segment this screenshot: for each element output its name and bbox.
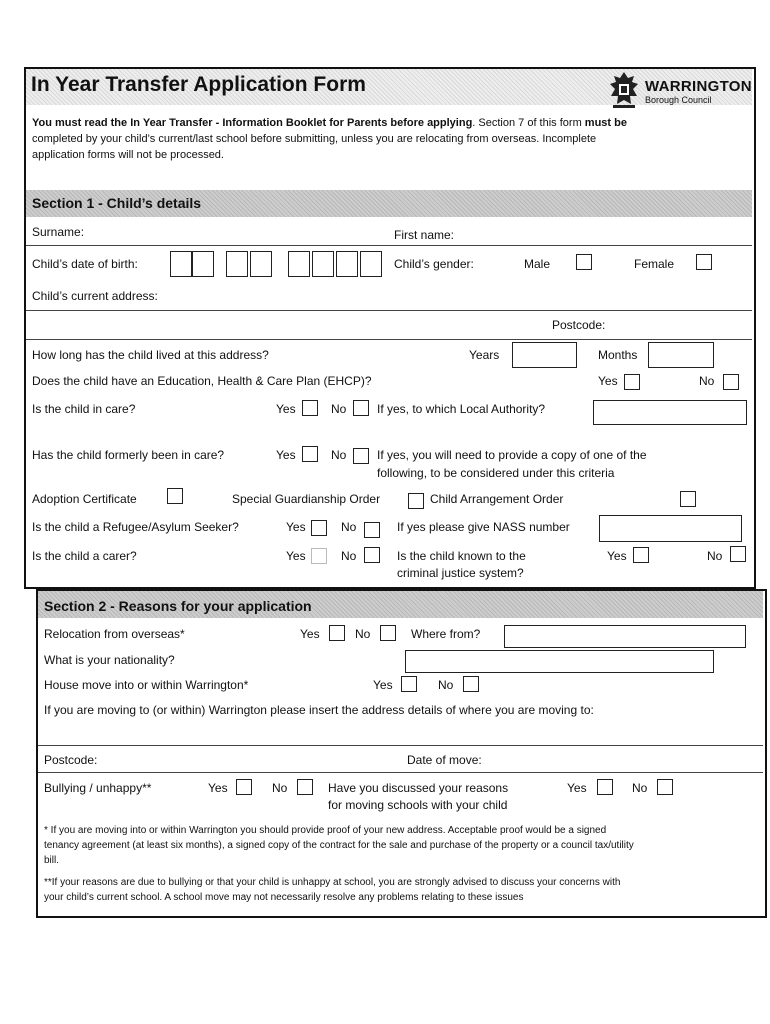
dob-label: Child’s date of birth:: [32, 257, 138, 271]
logo-name: WARRINGTON: [645, 78, 752, 95]
intro-text-1: . Section 7 of this form: [472, 117, 585, 129]
dob-day-1[interactable]: [170, 251, 192, 277]
relocation-yes-label: Yes: [300, 627, 320, 641]
dob-year-2[interactable]: [312, 251, 334, 277]
years-input[interactable]: [512, 342, 577, 368]
nass-label: If yes please give NASS number: [397, 520, 570, 534]
moving-address-note: If you are moving to (or within) Warrington please insert the address details of where you are moving to:: [44, 703, 594, 717]
carer-yes-checkbox[interactable]: [311, 548, 327, 564]
former-care-no-label: No: [331, 448, 347, 462]
divider: [26, 339, 752, 340]
carer-no-checkbox[interactable]: [364, 547, 380, 563]
house-move-no-label: No: [438, 678, 454, 692]
bullying-yes-label: Yes: [208, 781, 228, 795]
footnote-1-line-1: * If you are moving into or within Warrington you should provide proof of your new address. Acceptable proof would be a signed: [44, 825, 607, 836]
cjs-no-checkbox[interactable]: [730, 546, 746, 562]
form-section-1-frame: [24, 67, 756, 589]
former-care-yes-label: Yes: [276, 448, 296, 462]
dob-year-3[interactable]: [336, 251, 358, 277]
relocation-no-label: No: [355, 627, 371, 641]
house-move-yes-checkbox[interactable]: [401, 676, 417, 692]
dob-month-1[interactable]: [226, 251, 248, 277]
in-care-yes-label: Yes: [276, 402, 296, 416]
cjs-no-label: No: [707, 549, 723, 563]
refugee-yes-label: Yes: [286, 520, 306, 534]
divider: [38, 772, 763, 773]
arrangement-checkbox[interactable]: [680, 491, 696, 507]
logo-subtitle: Borough Council: [645, 95, 712, 105]
nationality-label: What is your nationality?: [44, 653, 175, 667]
section-1-title: Section 1 - Child’s details: [32, 195, 202, 211]
former-care-no-checkbox[interactable]: [353, 448, 369, 464]
house-move-yes-label: Yes: [373, 678, 393, 692]
discussed-no-checkbox[interactable]: [657, 779, 673, 795]
adoption-checkbox[interactable]: [167, 488, 183, 504]
footnote-2-line-2: your child’s current school. A school move may not necessarily resolve any problems relating to these issues: [44, 892, 524, 903]
refugee-no-checkbox[interactable]: [364, 522, 380, 538]
divider: [26, 245, 752, 246]
footnote-1-line-3: bill.: [44, 855, 60, 866]
cjs-yes-checkbox[interactable]: [633, 547, 649, 563]
carer-yes-label: Yes: [286, 549, 306, 563]
discussed-question-2: for moving schools with your child: [328, 798, 508, 812]
divider: [26, 310, 752, 311]
ehcp-no-checkbox[interactable]: [723, 374, 739, 390]
ehcp-no-label: No: [699, 374, 715, 388]
former-care-yes-checkbox[interactable]: [302, 446, 318, 462]
discussed-question-1: Have you discussed your reasons: [328, 781, 509, 795]
dob-year-4[interactable]: [360, 251, 382, 277]
in-care-question: Is the child in care?: [32, 402, 136, 416]
which-la-label: If yes, to which Local Authority?: [377, 402, 546, 416]
house-move-label: House move into or within Warrington*: [44, 678, 249, 692]
first-name-label: First name:: [394, 228, 455, 242]
discussed-no-label: No: [632, 781, 648, 795]
bullying-no-checkbox[interactable]: [297, 779, 313, 795]
house-move-no-checkbox[interactable]: [463, 676, 479, 692]
in-care-no-checkbox[interactable]: [353, 400, 369, 416]
bullying-yes-checkbox[interactable]: [236, 779, 252, 795]
months-input[interactable]: [648, 342, 714, 368]
former-care-note-1: If yes, you will need to provide a copy of one of the: [377, 448, 647, 462]
carer-question: Is the child a carer?: [32, 549, 137, 563]
footnote-1-line-2: tenancy agreement (at least six months), a signed copy of the contract for the sale and purchase of the property or a council tax/utility: [44, 840, 634, 851]
refugee-no-label: No: [341, 520, 357, 534]
former-care-note-2: following, to be considered under this criteria: [377, 466, 615, 480]
dob-year-1[interactable]: [288, 251, 310, 277]
in-care-no-label: No: [331, 402, 347, 416]
where-from-input[interactable]: [504, 625, 746, 648]
discussed-yes-checkbox[interactable]: [597, 779, 613, 795]
female-checkbox[interactable]: [696, 254, 712, 270]
dob-day-2[interactable]: [192, 251, 214, 277]
local-authority-input[interactable]: [593, 400, 747, 425]
male-label: Male: [524, 257, 551, 271]
refugee-question: Is the child a Refugee/Asylum Seeker?: [32, 520, 239, 534]
nass-number-input[interactable]: [599, 515, 742, 542]
nationality-input[interactable]: [405, 650, 714, 673]
lived-question: How long has the child lived at this address?: [32, 348, 269, 362]
adoption-label: Adoption Certificate: [32, 492, 137, 506]
intro-bold-2: must be: [584, 117, 627, 129]
surname-label: Surname:: [32, 225, 85, 239]
where-from-label: Where from?: [411, 627, 481, 641]
address-label: Child’s current address:: [32, 289, 158, 303]
female-label: Female: [634, 257, 675, 271]
carer-no-label: No: [341, 549, 357, 563]
date-of-move-label: Date of move:: [407, 753, 482, 767]
relocation-yes-checkbox[interactable]: [329, 625, 345, 641]
cjs-question-2: criminal justice system?: [397, 566, 524, 580]
bullying-no-label: No: [272, 781, 288, 795]
months-label: Months: [598, 348, 638, 362]
dob-month-2[interactable]: [250, 251, 272, 277]
ehcp-question: Does the child have an Education, Health & Care Plan (EHCP)?: [32, 374, 372, 388]
gender-label: Child’s gender:: [394, 257, 474, 271]
bullying-label: Bullying / unhappy**: [44, 781, 152, 795]
postcode-label: Postcode:: [552, 318, 606, 332]
relocation-no-checkbox[interactable]: [380, 625, 396, 641]
in-care-yes-checkbox[interactable]: [302, 400, 318, 416]
cjs-yes-label: Yes: [607, 549, 627, 563]
ehcp-yes-label: Yes: [598, 374, 618, 388]
arrangement-label: Child Arrangement Order: [430, 492, 564, 506]
form-title: In Year Transfer Application Form: [31, 73, 366, 96]
intro-line-1: [32, 117, 627, 129]
intro-bold-1: You must read the In Year Transfer - Information Booklet for Parents before applying: [32, 117, 473, 129]
refugee-yes-checkbox[interactable]: [311, 520, 327, 536]
male-checkbox[interactable]: [576, 254, 592, 270]
ehcp-yes-checkbox[interactable]: [624, 374, 640, 390]
divider: [38, 745, 763, 746]
discussed-yes-label: Yes: [567, 781, 587, 795]
relocation-label: Relocation from overseas*: [44, 627, 185, 641]
new-postcode-label: Postcode:: [44, 753, 98, 767]
intro-line-3: application forms will not be processed.: [32, 149, 224, 161]
guardianship-label: Special Guardianship Order: [232, 492, 381, 506]
section-2-title: Section 2 - Reasons for your application: [44, 598, 312, 614]
footnote-2-line-1: **If your reasons are due to bullying or that your child is unhappy at school, you are strongly advised to discuss your concerns with: [44, 877, 621, 888]
cjs-question-1: Is the child known to the: [397, 549, 526, 563]
council-crest-icon: [607, 70, 641, 110]
intro-line-2: completed by your child’s current/last school before submitting, unless you are relocating from overseas. Incomplete: [32, 133, 597, 145]
years-label: Years: [469, 348, 500, 362]
guardianship-checkbox[interactable]: [408, 493, 424, 509]
former-care-question: Has the child formerly been in care?: [32, 448, 225, 462]
